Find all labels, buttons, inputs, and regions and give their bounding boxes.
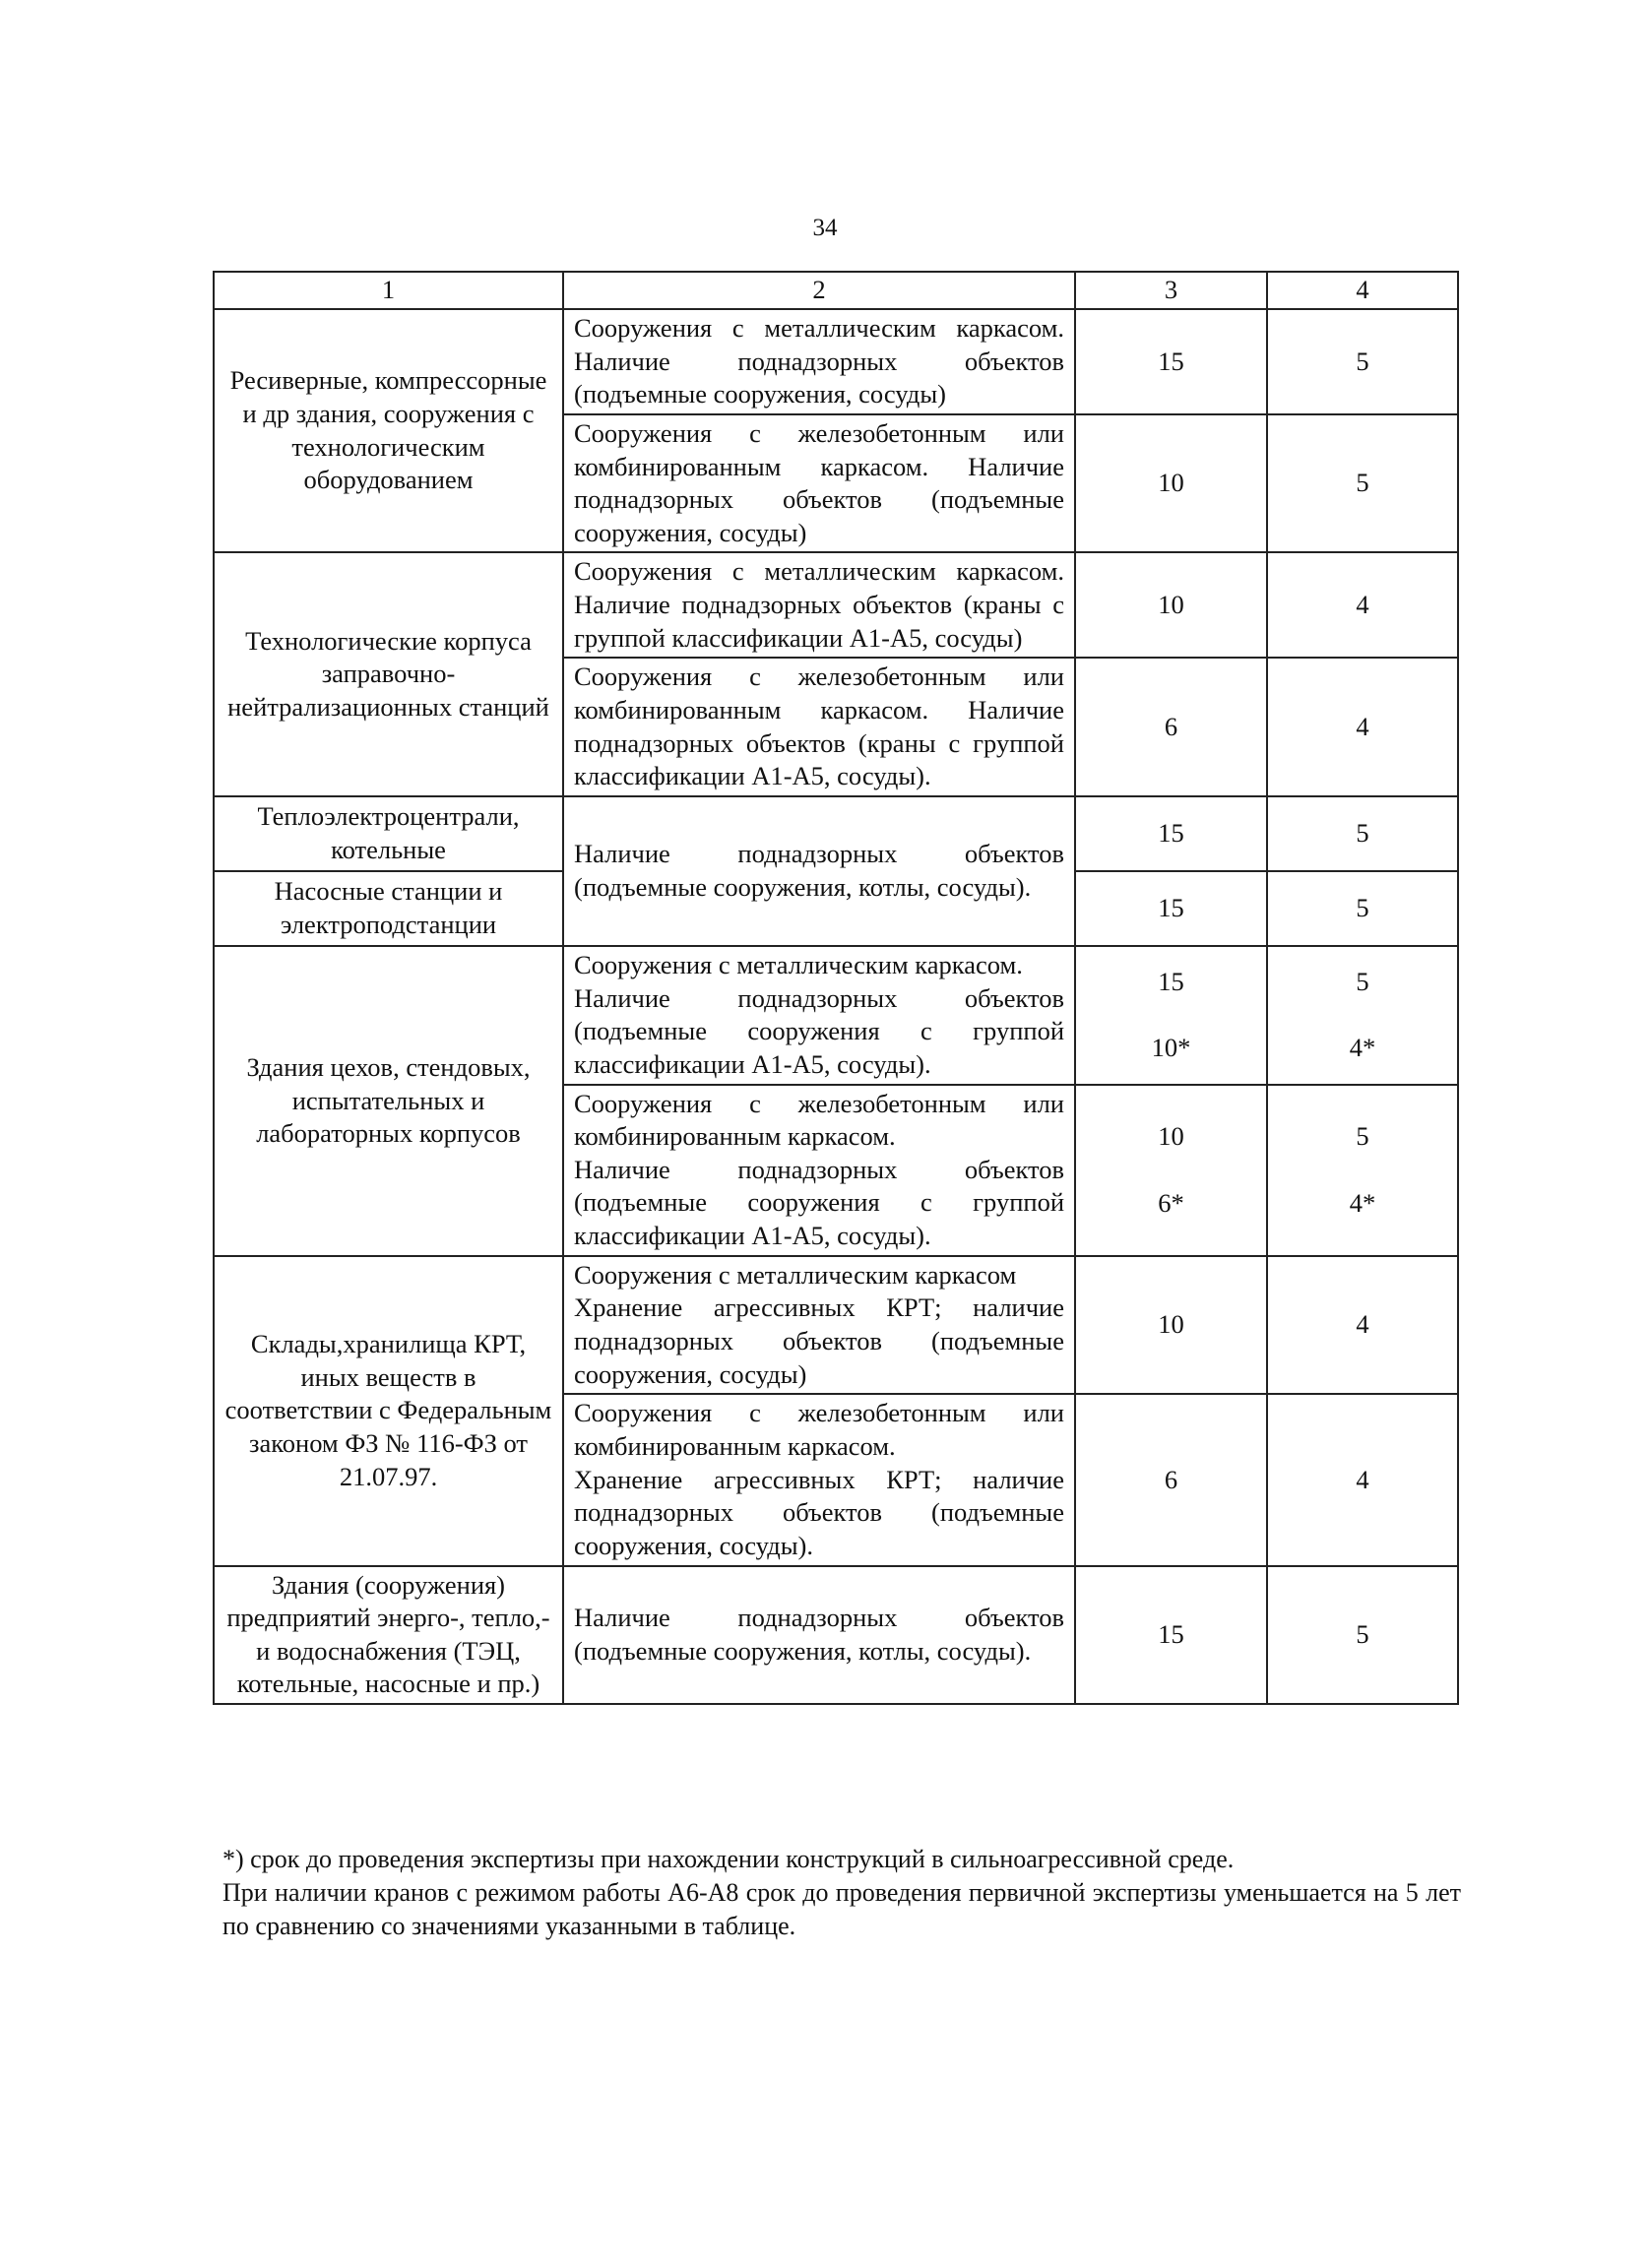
structure-desc-cell: Сооружения с металлическим каркасом. Наличие поднадзорных объектов (краны с группой классификации А1-А5, сосуды) bbox=[563, 552, 1075, 658]
term-col-4: 5 bbox=[1267, 871, 1458, 946]
structure-desc-cell: Наличие поднадзорных объектов (подъемные сооружения, котлы, сосуды). bbox=[563, 796, 1075, 946]
term-col-3 bbox=[1075, 1085, 1267, 1256]
table-row bbox=[214, 1566, 1458, 1705]
page-number: 34 bbox=[812, 215, 838, 241]
term-col-4: 4 bbox=[1267, 1256, 1458, 1395]
inspection-terms-table bbox=[213, 271, 1459, 1705]
term-col-4 bbox=[1267, 1085, 1458, 1256]
term-col-4: 5 bbox=[1267, 1566, 1458, 1705]
table-row bbox=[214, 1256, 1458, 1395]
supervised-objects-text: Наличие поднадзорных объектов (подъемные сооружения с группой классификации А1-А5, сосуды). bbox=[574, 1154, 1064, 1251]
structure-desc-cell bbox=[563, 1085, 1075, 1256]
structure-desc-cell: Наличие поднадзорных объектов (подъемные сооружения, котлы, сосуды). bbox=[563, 1566, 1075, 1705]
table-row bbox=[214, 946, 1458, 1085]
storage-conditions-text: Хранение агрессивных КРТ; наличие поднадзорных объектов (подъемные сооружения, сосуды). bbox=[574, 1464, 1064, 1560]
term-aggressive: 4* bbox=[1349, 1033, 1376, 1063]
structure-desc-cell bbox=[563, 1256, 1075, 1395]
term-col-4: 5 bbox=[1267, 796, 1458, 871]
term-col-4 bbox=[1267, 946, 1458, 1085]
footnote bbox=[222, 1843, 1461, 1942]
footnote-aggressive-env: *) срок до проведения экспертизы при нахождении конструкций в сильноагрессивной среде. bbox=[222, 1845, 1235, 1873]
structure-frame-text: Сооружения с металлическим каркасом. bbox=[574, 949, 1023, 979]
table-row bbox=[214, 552, 1458, 658]
structure-frame-text: Сооружения с железобетонным или комбинированным каркасом. bbox=[574, 1088, 1064, 1152]
table-row bbox=[214, 309, 1458, 414]
term-col-3 bbox=[1075, 946, 1267, 1085]
storage-conditions-text: Хранение агрессивных КРТ; наличие поднадзорных объектов (подъемные сооружения, сосуды) bbox=[574, 1292, 1064, 1389]
term-aggressive: 4* bbox=[1349, 1187, 1376, 1218]
term-normal: 5 bbox=[1356, 1120, 1369, 1151]
structure-desc-cell: Сооружения с металлическим каркасом. Наличие поднадзорных объектов (подъемные сооружения, сосуды) bbox=[563, 309, 1075, 414]
header-col-1: 1 bbox=[214, 272, 563, 309]
term-col-4: 5 bbox=[1267, 414, 1458, 553]
structure-desc-cell bbox=[563, 1394, 1075, 1565]
footnote-crane-mode: При наличии кранов с режимом работы А6-А8 срок до проведения первичной экспертизы уменьшается на 5 лет по сравнению со значениями указанными в таблице. bbox=[222, 1877, 1461, 1940]
supervised-objects-text: Наличие поднадзорных объектов (подъемные сооружения с группой классификации А1-А5, сосуды). bbox=[574, 982, 1064, 1079]
term-normal: 5 bbox=[1356, 966, 1369, 996]
term-col-4: 4 bbox=[1267, 552, 1458, 658]
term-aggressive: 10* bbox=[1151, 1033, 1191, 1063]
term-col-3: 10 bbox=[1075, 414, 1267, 553]
term-col-4: 5 bbox=[1267, 309, 1458, 414]
term-col-3: 10 bbox=[1075, 552, 1267, 658]
header-col-2: 2 bbox=[563, 272, 1075, 309]
object-type-cell: Здания (сооружения) предприятий энерго-, тепло,- и водоснабжения (ТЭЦ, котельные, насосные и пр.) bbox=[214, 1566, 563, 1705]
object-type-cell: Склады,хранилища КРТ, иных веществ в соответствии с Федеральным законом ФЗ № 116-ФЗ от 21.07.97. bbox=[214, 1256, 563, 1566]
term-col-4: 4 bbox=[1267, 1394, 1458, 1565]
term-col-3: 15 bbox=[1075, 1566, 1267, 1705]
term-normal: 10 bbox=[1158, 1120, 1184, 1151]
term-aggressive: 6* bbox=[1158, 1187, 1184, 1218]
term-col-3: 6 bbox=[1075, 658, 1267, 796]
term-col-4: 4 bbox=[1267, 658, 1458, 796]
header-col-3: 3 bbox=[1075, 272, 1267, 309]
object-type-cell: Технологические корпуса заправочно-нейтрализационных станций bbox=[214, 552, 563, 795]
term-col-3: 6 bbox=[1075, 1394, 1267, 1565]
object-type-cell: Теплоэлектроцентрали, котельные bbox=[214, 796, 563, 871]
header-col-4: 4 bbox=[1267, 272, 1458, 309]
structure-desc-cell: Сооружения с железобетонным или комбинированным каркасом. Наличие поднадзорных объектов (краны с группой классификации А1-А5, сосуды). bbox=[563, 658, 1075, 796]
table-header-row bbox=[214, 272, 1458, 309]
term-col-3: 15 bbox=[1075, 871, 1267, 946]
structure-desc-cell: Сооружения с железобетонным или комбинированным каркасом. Наличие поднадзорных объектов (подъемные сооружения, сосуды) bbox=[563, 414, 1075, 553]
structure-frame-text: Сооружения с металлическим каркасом bbox=[574, 1259, 1017, 1290]
term-col-3: 15 bbox=[1075, 796, 1267, 871]
object-type-cell: Ресиверные, компрессорные и др здания, сооружения с технологическим оборудованием bbox=[214, 309, 563, 552]
object-type-cell: Насосные станции и электроподстанции bbox=[214, 871, 563, 946]
structure-frame-text: Сооружения с железобетонным или комбинированным каркасом. bbox=[574, 1398, 1064, 1461]
object-type-cell: Здания цехов, стендовых, испытательных и лабораторных корпусов bbox=[214, 946, 563, 1256]
table-row bbox=[214, 796, 1458, 871]
term-col-3: 10 bbox=[1075, 1256, 1267, 1395]
structure-desc-cell bbox=[563, 946, 1075, 1085]
term-col-3: 15 bbox=[1075, 309, 1267, 414]
term-normal: 15 bbox=[1158, 966, 1184, 996]
